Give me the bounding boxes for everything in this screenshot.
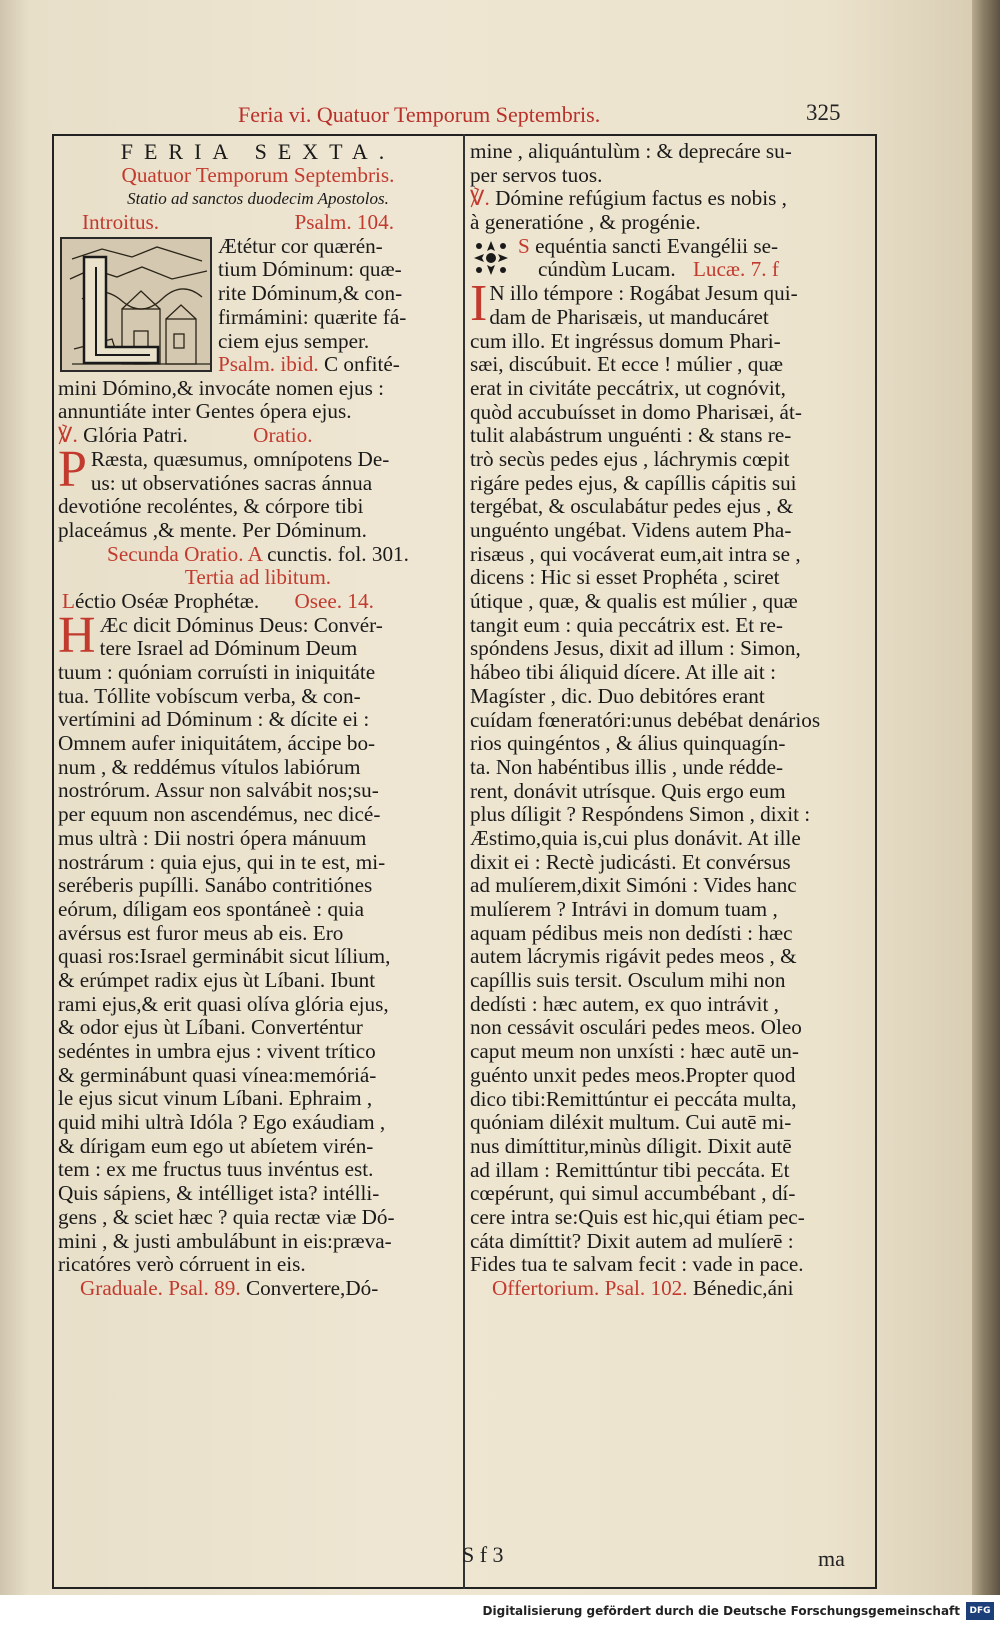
lectio-line-18: & germinábunt quasi vínea:memóriá- [58, 1062, 377, 1087]
gospel-line-6: trò secùs pedes ejus , láchrymis cœpit [470, 446, 790, 471]
gospel-line-19: ta. Non habéntibus illis , unde rédde- [470, 754, 784, 779]
gospel-line-22: Æstimo,quia is,cui plus donávit. At ille [470, 825, 801, 850]
haec-line-2: tere Israel ad Dóminum Deum [99, 636, 358, 661]
in-line-2: dam de Pharisæis, ut manducáret [489, 304, 769, 329]
lectio-line-23: Quis sápiens, & intélliget ista? intélli- [58, 1181, 380, 1206]
introitus-ref: Psalm. 104. [294, 210, 394, 235]
lectio-line-24: gens , & sciet hæc ? quia rectæ viæ Dó- [58, 1204, 395, 1229]
gospel-line-3: erat in civitáte peccátrix, ut cognóvit, [470, 375, 786, 400]
digitization-credit: Digitalisierung gefördert durch die Deutsche Forschungsgemeinschaft [482, 1604, 960, 1618]
praesta-line-1: Ræsta, quæsumus, omnípotens De- [90, 446, 390, 471]
lectio-body [58, 661, 458, 1277]
gloria-line [58, 424, 458, 448]
introit-line-4: firmámini: quærite fá- [218, 304, 407, 329]
lectio-line-26: ricatóres verò córruent in eis. [58, 1252, 306, 1277]
lectio-line-1: tuum : quóniam corruísti in iniquitáte [58, 660, 376, 685]
lectio-line-14: & erúmpet radix ejus ùt Líbani. Ibunt [58, 967, 376, 992]
lectio-initial: L [62, 588, 75, 613]
sequentia-line-1 [470, 235, 871, 259]
in-illo-block [470, 275, 871, 333]
gospel-line-2: sæi, discúbuit. Et ecce ! múlier , quæ [470, 352, 784, 377]
gospel-line-8: tergébat, & osculabátur pedes ejus , & [470, 494, 794, 519]
gospel-line-37: cœpérunt, qui simul accumbébant , dí- [470, 1181, 796, 1206]
lectio-line-15: rami ejus,& erit quasi olíva glória ejus, [58, 991, 389, 1016]
gospel-line-40: Fides tua te salvam fecit : vade in pace. [470, 1252, 804, 1277]
gospel-line-10: risæus , qui vocáverat eum,ait intra se , [470, 541, 801, 566]
secunda-text: cunctis. fol. 301. [267, 541, 409, 566]
lectio-line-20: quid mihi ultrà Idóla ? Ego exáudiam , [58, 1110, 386, 1135]
praesta-initial: P [58, 440, 87, 498]
feria-heading: FERIA SEXTA. [120, 139, 396, 164]
statio-line: Statio ad sanctos duodecim Apostolos. [127, 189, 389, 209]
offertorium-text: Bénedic,áni [692, 1276, 794, 1301]
lectio-line-3: vertímini ad Dóminum : & dícite ei : [58, 707, 370, 732]
lectio-line-25: mini , & justi ambulábunt in eis:præva- [58, 1228, 392, 1253]
catchword: ma [818, 1546, 845, 1571]
offertorium-line [470, 1277, 871, 1301]
lectio-line-16: & odor ejus ùt Líbani. Converténtur [58, 1015, 363, 1040]
lucae-ref: Lucæ. 7. f [692, 257, 779, 282]
psalm-ibid-line [218, 353, 458, 377]
lectio-line-8: mus ultrà : Dii nostri ópera mánuum [58, 825, 367, 850]
gospel-line-39: cáta dimíttit? Dixit autem ad mulíerē : [470, 1228, 794, 1253]
lectio-text: éctio Oséæ Prophétæ. [74, 588, 260, 613]
versicle-line [470, 187, 871, 211]
gospel-line-4: quòd accubuísset in domo Pharisæi, át- [470, 399, 802, 424]
haec-initial: H [58, 606, 96, 664]
generatione-line: à generatióne , & progénie. [470, 210, 701, 235]
gospel-line-13: tangit eum : quia peccátrix est. Et re- [470, 612, 783, 637]
lectio-line-13: quasi ros:Israel germinábit sicut lílium, [58, 944, 391, 969]
gospel-line-12: útique , quæ, & qualis est múlier , quæ [470, 589, 798, 614]
gospel-line-32: guénto unxit pedes meos.Propter quod [470, 1062, 796, 1087]
introit-text [218, 235, 458, 377]
gospel-line-24: ad mulíerem,dixit Simóni : Vides hanc [470, 873, 797, 898]
left-line-a2: annuntiáte inter Gentes ópera ejus. [58, 399, 352, 424]
lectio-line-19: le ejus sicut vinum Líbani. Ephraim , [58, 1086, 373, 1111]
gloria-text: Glória Patri. [83, 423, 188, 448]
book-spine [972, 0, 1000, 1595]
fleuron-ornament-icon [472, 239, 510, 277]
gospel-line-26: aquam pédibus meis non dedísti : hæc [470, 920, 793, 945]
lectio-line-4: Omnem aufer iniquitátem, áccipe bo- [58, 731, 376, 756]
lectio-ref: Osee. 14. [294, 588, 374, 613]
gospel-line-36: ad illam : Remittúntur tibi peccáta. Et [470, 1157, 790, 1182]
gospel-line-11: dicens : Hic si esset Prophéta , sciret [470, 565, 780, 590]
psalm-ibid-text: C onfité- [323, 352, 400, 377]
column-divider [463, 134, 465, 1589]
psalm-ibid-ref: Psalm. ibid. [218, 352, 319, 377]
lectio-line-22: tem : ex me fructus tuus invéntus est. [58, 1157, 374, 1182]
graduale-text: Convertere,Dó- [245, 1275, 379, 1300]
sequentia-lucam: cúndùm Lucam. [538, 257, 676, 282]
gospel-line-17: cuídam fœneratóri:unus debébat denários [470, 707, 821, 732]
page-number: 325 [806, 100, 841, 125]
oratio-heading: Oratio. [253, 423, 313, 448]
dfg-logo: DFG [966, 1602, 994, 1620]
gospel-line-30: non cessávit osculári pedes meos. Oleo [470, 1015, 802, 1040]
gospel-line-23: dixit ei : Rectè judicásti. Et convérsus [470, 849, 791, 874]
right-column [470, 140, 871, 1301]
sequentia-initial: S [518, 233, 530, 258]
haec-block [58, 606, 458, 664]
gospel-line-35: nus dimíttitur,minùs díligit. Dixit autē [470, 1133, 792, 1158]
gospel-line-14: spóndens Jesus, dixit ad illum : Simon, [470, 636, 801, 661]
gospel-line-29: dedísti : hæc autem, ex quo intrávit , [470, 991, 779, 1016]
haec-line-1: Æc dicit Dóminus Deus: Convér- [99, 612, 383, 637]
gospel-line-20: rent, donávit utrísque. Quis ergo eum [470, 778, 786, 803]
introitus-line [58, 211, 458, 235]
in-line-1: N illo témpore : Rogábat Jesum qui- [489, 281, 798, 306]
left-line-a1: mini Dómino,& invocáte nomen ejus : [58, 375, 385, 400]
lectio-line-9: nostrárum : quia ejus, qui in te est, mi- [58, 849, 386, 874]
digitization-footer [0, 1595, 1000, 1628]
gospel-body [470, 330, 871, 1278]
graduale-red: Graduale. Psal. 89. [80, 1275, 241, 1300]
left-column [58, 140, 458, 1301]
in-initial: I [470, 275, 488, 333]
lectio-line [58, 590, 458, 614]
lectio-line-6: nostrórum. Assur non salvábit nos;su- [58, 778, 379, 803]
introit-dropcap-block [58, 235, 458, 377]
sequentia-block [470, 235, 871, 282]
gospel-line-7: rigáre pedes ejus, & capíllis cápitis sui [470, 470, 797, 495]
left-line-b2: placeámus ,& mente. Per Dóminum. [58, 517, 367, 542]
gospel-line-21: plus díligit ? Respóndens Simon , dixit : [470, 802, 811, 827]
running-head: Feria vi. Quatuor Temporum Septembris. [238, 102, 601, 127]
secunda-line [58, 543, 458, 567]
graduale-line [58, 1277, 458, 1301]
lectio-line-12: avérsus est furor meus ab eis. Ero [58, 920, 344, 945]
gospel-line-25: mulíerem ? Intrávi in domum tuam , [470, 897, 778, 922]
versicle-mark: ℣. [58, 423, 78, 448]
gospel-line-18: rios quingéntos , & álius quinquagín- [470, 731, 786, 756]
gospel-line-31: caput meum non unxísti : hæc autē un- [470, 1039, 799, 1064]
sequentia-line-2 [470, 258, 871, 282]
tertia-line: Tertia ad libitum. [184, 565, 332, 590]
gospel-line-28: capíllis suis tersit. Osculum mihi non [470, 968, 786, 993]
secunda-red: Secunda Oratio. A [107, 541, 262, 566]
gospel-line-33: dico tibi:Remittúntur ei peccáta multa, [470, 1086, 797, 1111]
lectio-line-2: tua. Tóllite vobíscum verba, & con- [58, 683, 361, 708]
lectio-line-17: sedéntes in umbra ejus : vivent trítico [58, 1039, 376, 1064]
offertorium-red: Offertorium. Psal. 102. [492, 1276, 688, 1301]
lectio-line-5: num , & reddémus vítulos labiórum [58, 754, 361, 779]
gospel-line-5: tulit alabástrum unguénti : & stans re- [470, 423, 792, 448]
left-line-b1: devotióne recoléntes, & córpore tibi [58, 494, 364, 519]
introit-line-5: ciem ejus semper. [218, 328, 370, 353]
gospel-line-38: cere intra se:Quis est hic,qui étiam pec- [470, 1204, 805, 1229]
signature-mark: S f 3 [462, 1542, 504, 1567]
sequentia-text: equéntia sancti Evangélii se- [535, 233, 779, 258]
gospel-line-34: quóniam diléxit multum. Cui autē mi- [470, 1110, 792, 1135]
praesta-line-2: us: ut observatiónes sacras ánnua [90, 470, 373, 495]
gospel-line-16: Magíster , dic. Duo debitóres erant [470, 683, 765, 708]
versicle-text: Dómine refúgium factus es nobis , [495, 186, 787, 211]
lectio-line-7: per equum non ascendémus, nec dicé- [58, 802, 381, 827]
historiated-initial-L [60, 237, 212, 372]
quatuor-subtitle: Quatuor Temporum Septembris. [121, 162, 395, 187]
gospel-line-15: hábeo tibi áliquid dícere. At ille ait : [470, 660, 776, 685]
gospel-line-27: autem lácrymis rigávit pedes meos , & [470, 944, 797, 969]
right-line-top-2: per servos tuos. [470, 162, 603, 187]
praesta-block [58, 440, 458, 498]
introitus-label: Introitus. [82, 210, 160, 235]
lectio-line-21: & dírigam eum ego ut abíetem virén- [58, 1133, 374, 1158]
introit-line-3: rite Dóminum,& con- [218, 281, 403, 306]
right-line-top-1: mine , aliquántulùm : & deprecáre su- [470, 139, 792, 163]
gospel-line-1: cum illo. Et ingréssus domum Phari- [470, 328, 781, 353]
lectio-line-10: seréberis pupílli. Sanábo contritiónes [58, 873, 373, 898]
gospel-line-9: unguénto ungébat. Videns autem Pha- [470, 518, 792, 543]
lectio-line-11: eórum, díligam eos spontáneè : quia [58, 896, 364, 921]
introit-line-2: tium Dóminum: quæ- [218, 257, 402, 282]
versicle-mark: ℣. [470, 186, 490, 211]
introit-line-1: Ætétur cor quærén- [218, 233, 383, 258]
